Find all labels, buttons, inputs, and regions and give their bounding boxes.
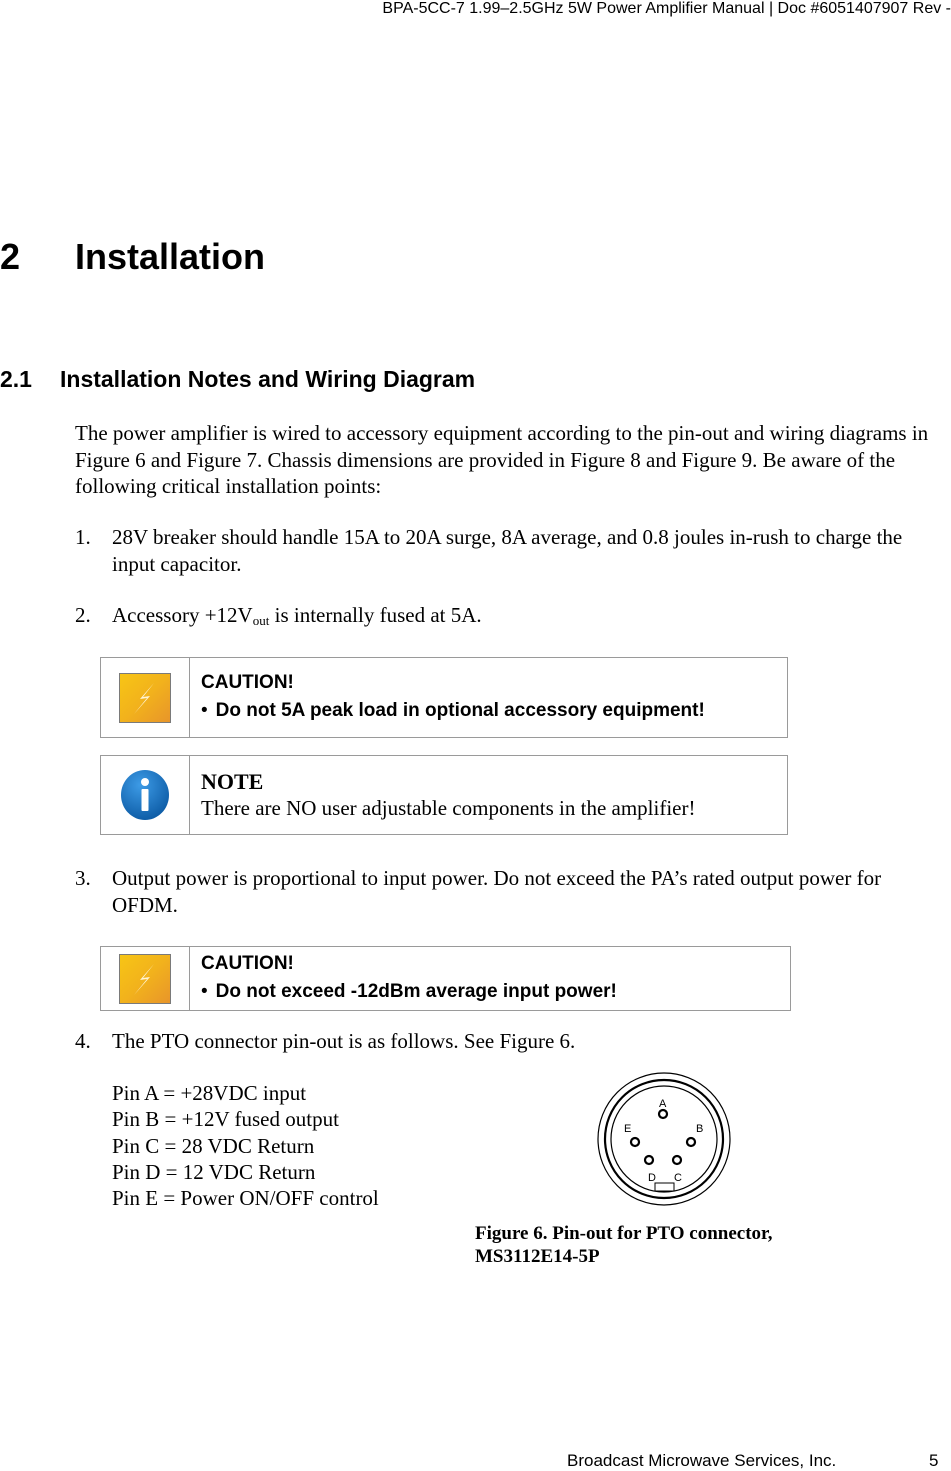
list-item (75, 865, 947, 918)
caution-bullet: • Do not 5A peak load in optional accessory equipment! (201, 700, 705, 721)
pin-label-a: A (659, 1098, 667, 1110)
callout-text-cell (190, 756, 695, 834)
intro-paragraph: The power amplifier is wired to accessory equipment according to the pin-out and wiring diagrams in Figure 6 and Figure 7. Chassis dimensions are provided in Figure 8 and Figure 9. Be aware of the following critical installation points: (75, 421, 929, 498)
lightning-bolt-icon (119, 673, 171, 723)
note-text: There are NO user adjustable components in the amplifier! (201, 795, 696, 820)
list-item-number: 3. (75, 866, 91, 890)
footer-company: Broadcast Microwave Services, Inc. (567, 1451, 837, 1470)
list-item-number: 1. (75, 525, 91, 549)
caution-title: CAUTION! (201, 672, 294, 693)
list-item-number: 4. (75, 1029, 91, 1053)
list-item-text-before: Accessory +12V (112, 603, 253, 627)
callout-text-cell (190, 658, 705, 737)
pin-label-d: D (648, 1172, 656, 1184)
chapter-title: Installation (75, 236, 266, 277)
list-item-text-after: is internally fused at 5A. (269, 603, 482, 627)
callout-text-cell (190, 947, 617, 1010)
section-number: 2.1 (0, 366, 32, 392)
subscript-out: out (252, 613, 270, 628)
list-item-text (112, 602, 947, 629)
figure-caption-line2: MS3112E14-5P (475, 1246, 600, 1267)
pto-connector-diagram (596, 1071, 732, 1207)
figure-caption-line1: Figure 6. Pin-out for PTO connector, (475, 1223, 773, 1244)
pinout-entry-e: Pin E = Power ON/OFF control (112, 1186, 379, 1211)
pin-label-c: C (674, 1172, 682, 1184)
caution-bullet: • Do not exceed -12dBm average input power! (201, 981, 617, 1002)
list-item (75, 1028, 947, 1055)
callout-icon-cell (101, 658, 190, 737)
list-item-text: 28V breaker should handle 15A to 20A surge, 8A average, and 0.8 joules in-rush to charge the input capacitor. (112, 525, 903, 576)
figure-caption (475, 1222, 772, 1268)
caution-title: CAUTION! (201, 953, 294, 974)
pinout-entry-d: Pin D = 12 VDC Return (112, 1159, 316, 1184)
list-item (75, 524, 947, 577)
pinout-entry-b: Pin B = +12V fused output (112, 1107, 339, 1132)
pin-label-b: B (696, 1123, 704, 1135)
caution-bullet-text: Do not 5A peak load in optional accessory equipment! (215, 700, 705, 721)
caution-callout (100, 946, 791, 1011)
pinout-entry-c: Pin C = 28 VDC Return (112, 1133, 315, 1158)
note-title: NOTE (201, 768, 264, 794)
list-item-text: Output power is proportional to input power. Do not exceed the PA’s rated output power for OFDM. (112, 866, 882, 917)
callout-icon-cell (101, 947, 190, 1010)
caution-callout (100, 657, 788, 738)
info-icon (119, 768, 171, 822)
lightning-bolt-icon (119, 954, 171, 1004)
chapter-heading (0, 236, 265, 278)
pinout-entry-a: Pin A = +28VDC input (112, 1081, 307, 1105)
document-header: BPA-5CC-7 1.99–2.5GHz 5W Power Amplifier Manual | Doc #6051407907 Rev - (382, 0, 951, 17)
caution-bullet-text: Do not exceed -12dBm average input power! (215, 981, 617, 1002)
chapter-number: 2 (0, 236, 21, 277)
section-title: Installation Notes and Wiring Diagram (60, 366, 476, 392)
pinout-list (112, 1080, 379, 1211)
list-item-text: The PTO connector pin-out is as follows. See Figure 6. (112, 1029, 576, 1053)
note-callout (100, 755, 788, 835)
pin-label-e: E (624, 1123, 632, 1135)
list-item-number: 2. (75, 603, 91, 627)
callout-icon-cell (101, 756, 190, 834)
list-item (75, 602, 947, 629)
section-heading (0, 366, 475, 393)
page-number: 5 (929, 1451, 939, 1470)
